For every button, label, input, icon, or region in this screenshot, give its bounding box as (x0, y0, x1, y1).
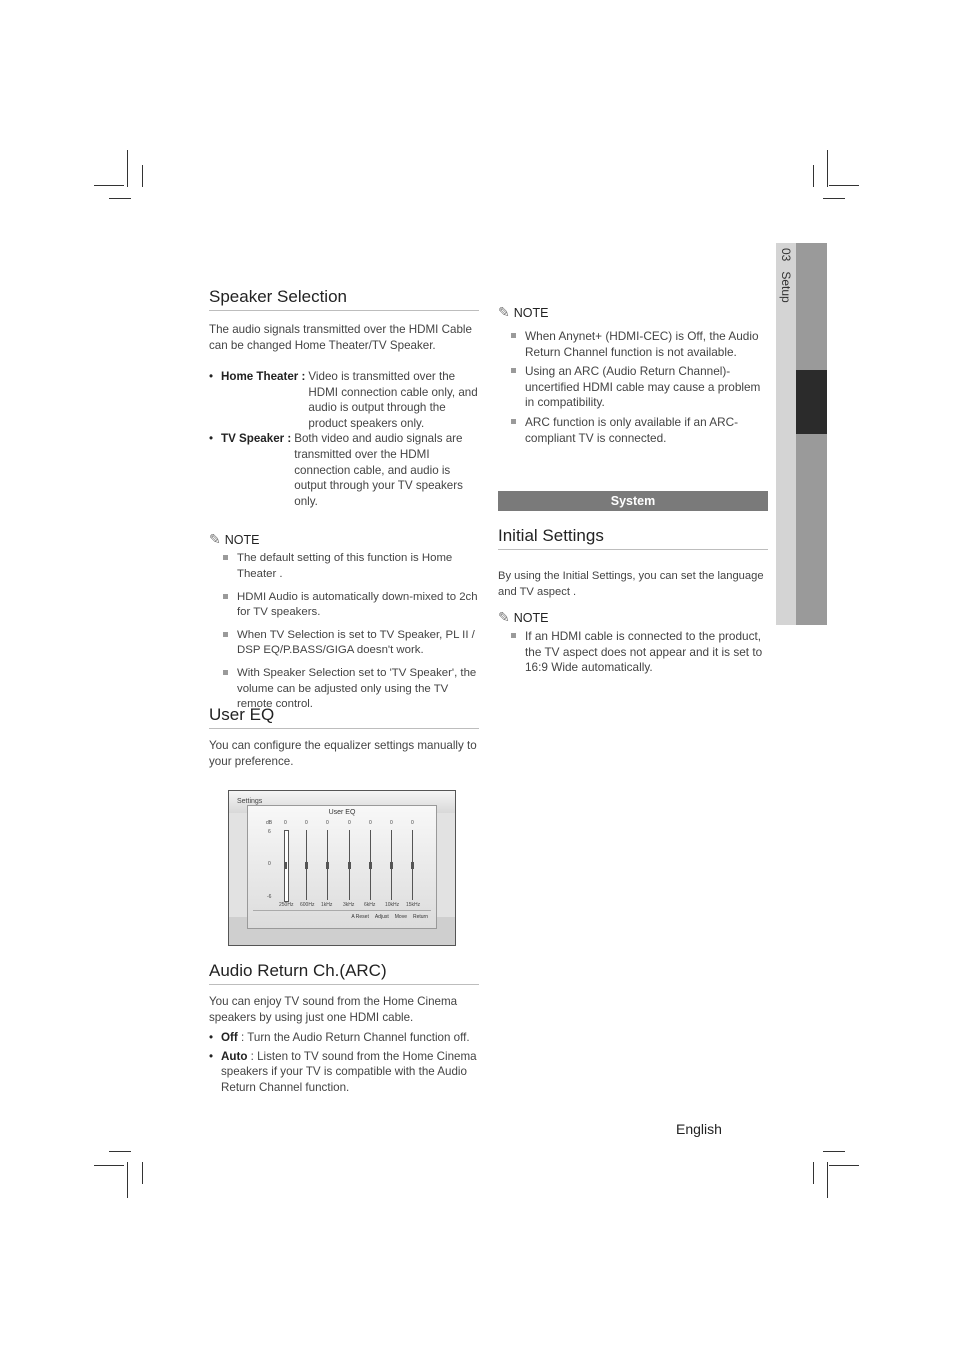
option-desc: : Listen to TV sound from the Home Cinema speakers if your TV is compatible with the Audio Return Channel function. (221, 1049, 477, 1094)
eq-band-value: 0 (284, 820, 287, 826)
chapter-tab-label (776, 248, 796, 328)
arc-section (209, 961, 479, 1095)
option-term: Off (221, 1031, 238, 1044)
crop-mark (94, 185, 124, 186)
user-eq-panel (247, 805, 437, 929)
crop-mark (127, 1162, 128, 1198)
scale-label: -6 (267, 894, 272, 900)
option-tv-speaker (209, 431, 479, 509)
eq-band-knob (369, 862, 372, 869)
option-desc: : Turn the Audio Return Channel function off. (240, 1031, 470, 1044)
note-label: NOTE (513, 305, 549, 320)
arc-note-block (498, 304, 770, 446)
note-item: ARC function is only available if an ARC-compliant TV is connected. (509, 415, 770, 446)
eq-band-frequency: 10kHz (385, 902, 400, 908)
eq-band-frequency: 1kHz (321, 902, 333, 908)
eq-footer (351, 914, 428, 920)
section-intro: You can configure the equalizer settings manually to your preference. (209, 739, 477, 768)
speaker-selection-section (209, 287, 479, 713)
scale-label: 0 (268, 861, 271, 867)
move-hint: Move (394, 914, 407, 920)
note-label: NOTE (513, 610, 549, 625)
note-label: NOTE (224, 532, 260, 547)
eq-band-knob (390, 862, 393, 869)
eq-panel-title: User EQ (328, 809, 356, 816)
user-eq-screenshot (228, 790, 456, 946)
option-desc: Both video and audio signals are transmitted over the HDMI connection cable, and audio is output through your TV speakers only. (294, 432, 463, 508)
crop-mark (827, 150, 828, 187)
eq-band-knob (326, 862, 329, 869)
section-title: Initial Settings (498, 526, 768, 550)
system-section-bar: System (498, 491, 768, 511)
chapter-number: 03 (779, 248, 793, 262)
eq-footer-divider (253, 910, 431, 911)
section-intro: You can enjoy TV sound from the Home Cinema speakers by using just one HDMI cable. (209, 995, 458, 1024)
crop-mark (142, 1162, 143, 1184)
chapter-tab-strip (796, 243, 827, 625)
eq-band-frequency: 600Hz (300, 902, 315, 908)
crop-mark (829, 1165, 859, 1166)
crop-mark (813, 1162, 814, 1184)
crop-mark (827, 1162, 828, 1198)
chapter-title: Setup (779, 271, 793, 303)
option-list (209, 369, 479, 509)
pencil-icon: ✎ (209, 531, 221, 548)
note-heading (209, 531, 479, 548)
section-title: Audio Return Ch.(ARC) (209, 961, 479, 985)
chapter-tab-active-marker (796, 370, 827, 434)
note-heading (498, 304, 770, 321)
return-hint: Return (412, 914, 428, 920)
eq-band-knob (305, 862, 308, 869)
option-term: • Home Theater : (221, 370, 306, 383)
note-item: With Speaker Selection set to 'TV Speaker', the volume can be adjusted only using the TV remote control. (221, 666, 479, 713)
crop-mark (109, 198, 131, 199)
eq-band-frequency: 3kHz (343, 902, 355, 908)
eq-band-value: 0 (411, 820, 414, 826)
footer-language: English (676, 1121, 722, 1137)
option-home-theater (209, 369, 479, 431)
eq-band-value: 0 (390, 820, 393, 826)
option-list (209, 1030, 479, 1095)
note-item: HDMI Audio is automatically down-mixed to 2ch for TV speakers. (221, 590, 479, 621)
screen-settings-label: Settings (237, 798, 263, 805)
eq-band-knob (348, 862, 351, 869)
note-block (209, 531, 479, 712)
db-label: dB (266, 820, 273, 826)
crop-mark (109, 1151, 131, 1152)
user-eq-section (209, 705, 479, 770)
eq-band-value: 0 (305, 820, 308, 826)
adjust-hint: Adjust (374, 914, 389, 920)
eq-band-frequency: 15kHz (406, 902, 421, 908)
note-item: When TV Selection is set to TV Speaker, PL II / DSP EQ/P.BASS/GIGA doesn't work. (221, 628, 479, 659)
initial-settings-section (498, 526, 768, 676)
pencil-icon: ✎ (498, 304, 510, 320)
section-title: User EQ (209, 705, 479, 729)
option-desc: Video is transmitted over the HDMI connection cable only, and audio is output through the product speakers only. (308, 370, 478, 430)
reset-hint: A Reset (351, 914, 369, 920)
section-intro: The audio signals transmitted over the HDMI Cable can be changed Home Theater/TV Speaker. (209, 323, 472, 352)
option-term: • TV Speaker : (221, 432, 292, 446)
eq-band-knob (411, 862, 414, 869)
eq-band-frequency: 6kHz (364, 902, 376, 908)
option-off (209, 1030, 479, 1046)
crop-mark (823, 198, 845, 199)
eq-band-frequency: 250Hz (279, 902, 294, 908)
eq-band-value: 0 (369, 820, 372, 826)
crop-mark (813, 165, 814, 187)
eq-band-value: 0 (326, 820, 329, 826)
crop-mark (823, 1151, 845, 1152)
pencil-icon: ✎ (498, 609, 510, 625)
crop-mark (142, 165, 143, 187)
section-title: Speaker Selection (209, 287, 479, 311)
section-intro: By using the Initial Settings, you can set the language and TV aspect . (498, 570, 764, 598)
note-item: Using an ARC (Audio Return Channel)-uncertified HDMI cable may cause a problem in compatibility. (509, 364, 770, 411)
eq-band-value: 0 (348, 820, 351, 826)
note-block (498, 609, 768, 676)
eq-band-knob (284, 862, 287, 869)
scale-label: 6 (268, 829, 271, 835)
crop-mark (94, 1165, 124, 1166)
crop-mark (829, 185, 859, 186)
note-heading (498, 609, 768, 626)
note-item: The default setting of this function is Home Theater . (221, 551, 479, 582)
note-item: If an HDMI cable is connected to the product, the TV aspect does not appear and it is set to 16:9 Wide automatically. (509, 629, 768, 676)
crop-mark (127, 150, 128, 187)
option-auto (209, 1049, 479, 1096)
option-term: Auto (221, 1049, 248, 1063)
note-item: When Anynet+ (HDMI-CEC) is Off, the Audio Return Channel function is not available. (509, 329, 770, 360)
